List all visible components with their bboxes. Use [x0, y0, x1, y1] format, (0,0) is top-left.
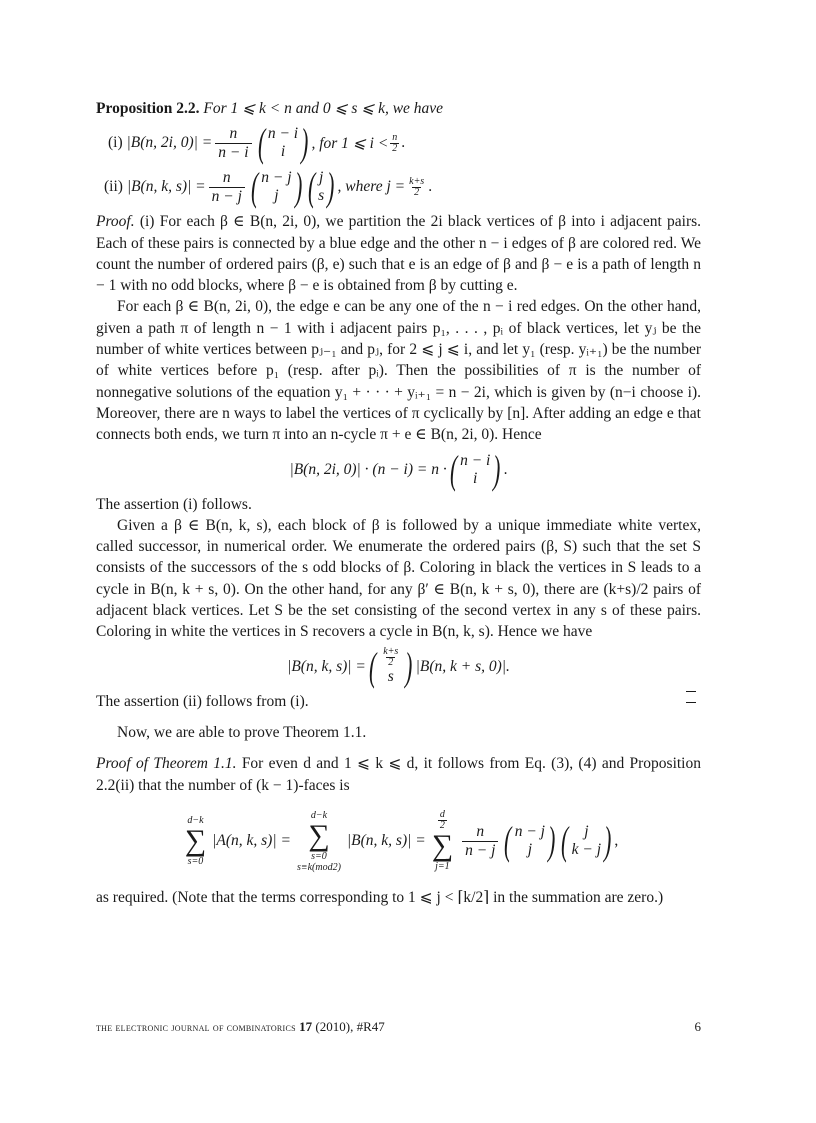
- binom-bottom: k − j: [571, 841, 602, 859]
- binom-top: n − j: [514, 823, 545, 841]
- proof-paragraph-1: [96, 211, 701, 296]
- fraction: [462, 823, 498, 860]
- proposition-item-1: [108, 120, 701, 166]
- item-label: (i): [108, 134, 123, 152]
- proof-paragraph-2: For each β ∈ B(n, 2i, 0), the edge e can be any one of the n − i red edges. On the other hand, given a path π of length n − 1 with i adjacent pairs p₁, . . . , pᵢ of black vertices, let yⱼ be the number of white vertices between pⱼ₋₁ and pⱼ, for 2 ⩽ j ⩽ i, and let y₁ (resp. yᵢ₊₁) be the number of white vertices before p₁ (resp. after pᵢ). Then the possibilities of π is the number of nonnegative solutions of the equation y₁ + · · · + yᵢ₊₁ = n − 2i, which is given by (n−i choose i). Moreover, there are n ways to label the vertices of π cyclically by [n]. After adding an edge e that connects both ends, we turn π into an n-cycle π + e ∈ B(n, 2i, 0). Hence: [96, 298, 701, 444]
- equation-lhs: |B(n, 2i, 0)| =: [126, 134, 213, 152]
- sum-lower: s=0: [187, 856, 204, 868]
- summation: d−k ∑ s=0: [184, 815, 207, 868]
- condition: , for 1 ⩽ i <: [311, 134, 389, 152]
- binom-bottom: i: [280, 143, 286, 161]
- equation-lhs: |B(n, 2i, 0)| · (n − i) = n ·: [289, 460, 447, 478]
- page-footer: [96, 1019, 701, 1035]
- term: |A(n, k, s)| =: [212, 832, 291, 850]
- proposition-title: Proposition 2.2.: [96, 100, 200, 117]
- binomial: ( n − i i ): [257, 120, 309, 166]
- binomial: ( n − j j ): [504, 818, 556, 864]
- denominator: n − j: [462, 841, 498, 860]
- display-equation-2: [96, 643, 701, 689]
- sum-upper: d−k: [187, 815, 204, 827]
- equation-lhs: |B(n, k, s)| =: [126, 178, 206, 196]
- binom-bottom: s: [318, 187, 325, 205]
- theorem-proof-paragraph: [96, 753, 701, 796]
- summation: d−k ∑ s=0 s≡k(mod2): [296, 809, 341, 873]
- binom-bottom: s: [387, 668, 394, 686]
- equation-lhs: |B(n, k, s)| =: [287, 657, 366, 675]
- proposition-statement: [96, 98, 701, 119]
- proof-end: [96, 691, 701, 712]
- small-fraction: [390, 133, 399, 154]
- theorem-proof-text: For even d and 1 ⩽ k ⩽ d, it follows from Eq. (3), (4) and Proposition 2.2(ii) that the number of (k − 1)-faces is: [96, 755, 701, 794]
- denominator: n − j: [209, 187, 245, 206]
- proof-text: (i) For each β ∈ B(n, 2i, 0), we partition the 2i black vertices of β into i adjacent pairs. Each of these pairs is connected by a blue edge and the other n − i edges of β are colored red. We count the number of ordered pairs (β, e) such that e is an edge of β and β − e is a path of length n − 1 with no odd blocks, where β − e is obtained from β by cutting e.: [96, 213, 702, 295]
- page-number: 6: [694, 1019, 701, 1034]
- theorem-intro: Now, we are able to prove Theorem 1.1.: [117, 723, 367, 741]
- page-body: [96, 98, 701, 908]
- binom-top: n − j: [261, 169, 292, 187]
- denominator: 2: [392, 142, 398, 154]
- equation-rhs: |B(n, k + s, 0)|.: [415, 657, 510, 675]
- journal-volume: 17: [299, 1019, 313, 1034]
- punct: .: [428, 178, 433, 196]
- sum-lower: s=0: [311, 850, 327, 862]
- binomial: ( j s ): [307, 164, 335, 210]
- binom-top: j: [584, 823, 589, 841]
- sum-lower: j=1: [435, 861, 450, 873]
- proposition-text: For 1 ⩽ k < n and 0 ⩽ s ⩽ k, we have: [203, 100, 444, 117]
- binom-top: n − i: [267, 125, 299, 143]
- binom-bottom: j: [274, 187, 279, 205]
- denominator: 2: [414, 186, 420, 198]
- binom-bottom: i: [473, 469, 478, 487]
- proof-paragraph-4: Given a β ∈ B(n, k, s), each block of β is followed by a unique immediate white vertex, called successor, in numerical order. We enumerate the ordered pairs (β, S) such that the set S consists of the successors of the s odd blocks of β. Coloring in black the vertices in S leads to a cycle in B(n, k + s, 0). On the other hand, for any β′ ∈ B(n, k + s, 0), there are (k+s)/2 pairs of adjacent black vertices. Let S be the set consisting of the second vertex in any s of these pairs. Coloring in white the vertices in S recovers a cycle in B(n, k, s). Hence we have: [96, 516, 701, 641]
- proof-paragraph-3: The assertion (i) follows.: [96, 495, 252, 513]
- punct: .: [503, 460, 508, 478]
- journal-citation: [96, 1019, 385, 1035]
- proof-paragraph-5: The assertion (ii) follows from (i).: [96, 692, 309, 710]
- summation: $\frac{d}{2}$ ∑ j=1: [431, 809, 454, 873]
- denominator: 2: [388, 657, 394, 669]
- binomial: ( $\frac{k+s}{2}$ s ): [368, 643, 413, 689]
- binom-bottom: j: [527, 841, 533, 859]
- fraction: [209, 169, 245, 206]
- numerator: d: [439, 809, 445, 821]
- journal-name: the electronic journal of combinatorics: [96, 1022, 296, 1034]
- sum-upper: d−k: [310, 809, 328, 821]
- numerator: n: [392, 131, 398, 143]
- binomial: ( n − i i ): [449, 446, 501, 492]
- qed-icon: [686, 691, 696, 703]
- proposition-item-2: [104, 164, 701, 210]
- fraction: [215, 125, 251, 162]
- numerator: n: [222, 168, 231, 186]
- proof-label: Proof.: [96, 213, 135, 231]
- small-fraction: [381, 647, 400, 668]
- small-fraction: [407, 177, 426, 198]
- numerator: k+s: [383, 646, 399, 658]
- display-equation-1: [96, 446, 701, 492]
- binomial: ( n − j j ): [250, 164, 302, 210]
- condition: , where j =: [337, 178, 406, 196]
- theorem-proof-closing: as required. (Note that the terms corresponding to 1 ⩽ j < ⌈k/2⌉ in the summation are zero.): [96, 888, 664, 906]
- small-fraction: [438, 810, 447, 831]
- binomial: ( j k − j ): [561, 818, 612, 864]
- sum-lower-condition: s≡k(mod2): [296, 861, 341, 873]
- item-label: (ii): [104, 178, 123, 196]
- numerator: n: [476, 822, 485, 840]
- binom-top: j: [319, 169, 324, 187]
- numerator: n: [229, 124, 238, 142]
- term: |B(n, k, s)| =: [346, 832, 426, 850]
- denominator: 2: [439, 820, 445, 832]
- binom-top: n − i: [460, 451, 491, 469]
- denominator: n − i: [215, 143, 251, 162]
- punct: ,: [614, 832, 619, 850]
- journal-year: (2010), #R47: [315, 1019, 385, 1034]
- numerator: k+s: [409, 175, 425, 187]
- display-equation-3: [96, 810, 701, 873]
- theorem-proof-label: Proof of Theorem 1.1.: [96, 755, 237, 773]
- punct: .: [401, 134, 406, 152]
